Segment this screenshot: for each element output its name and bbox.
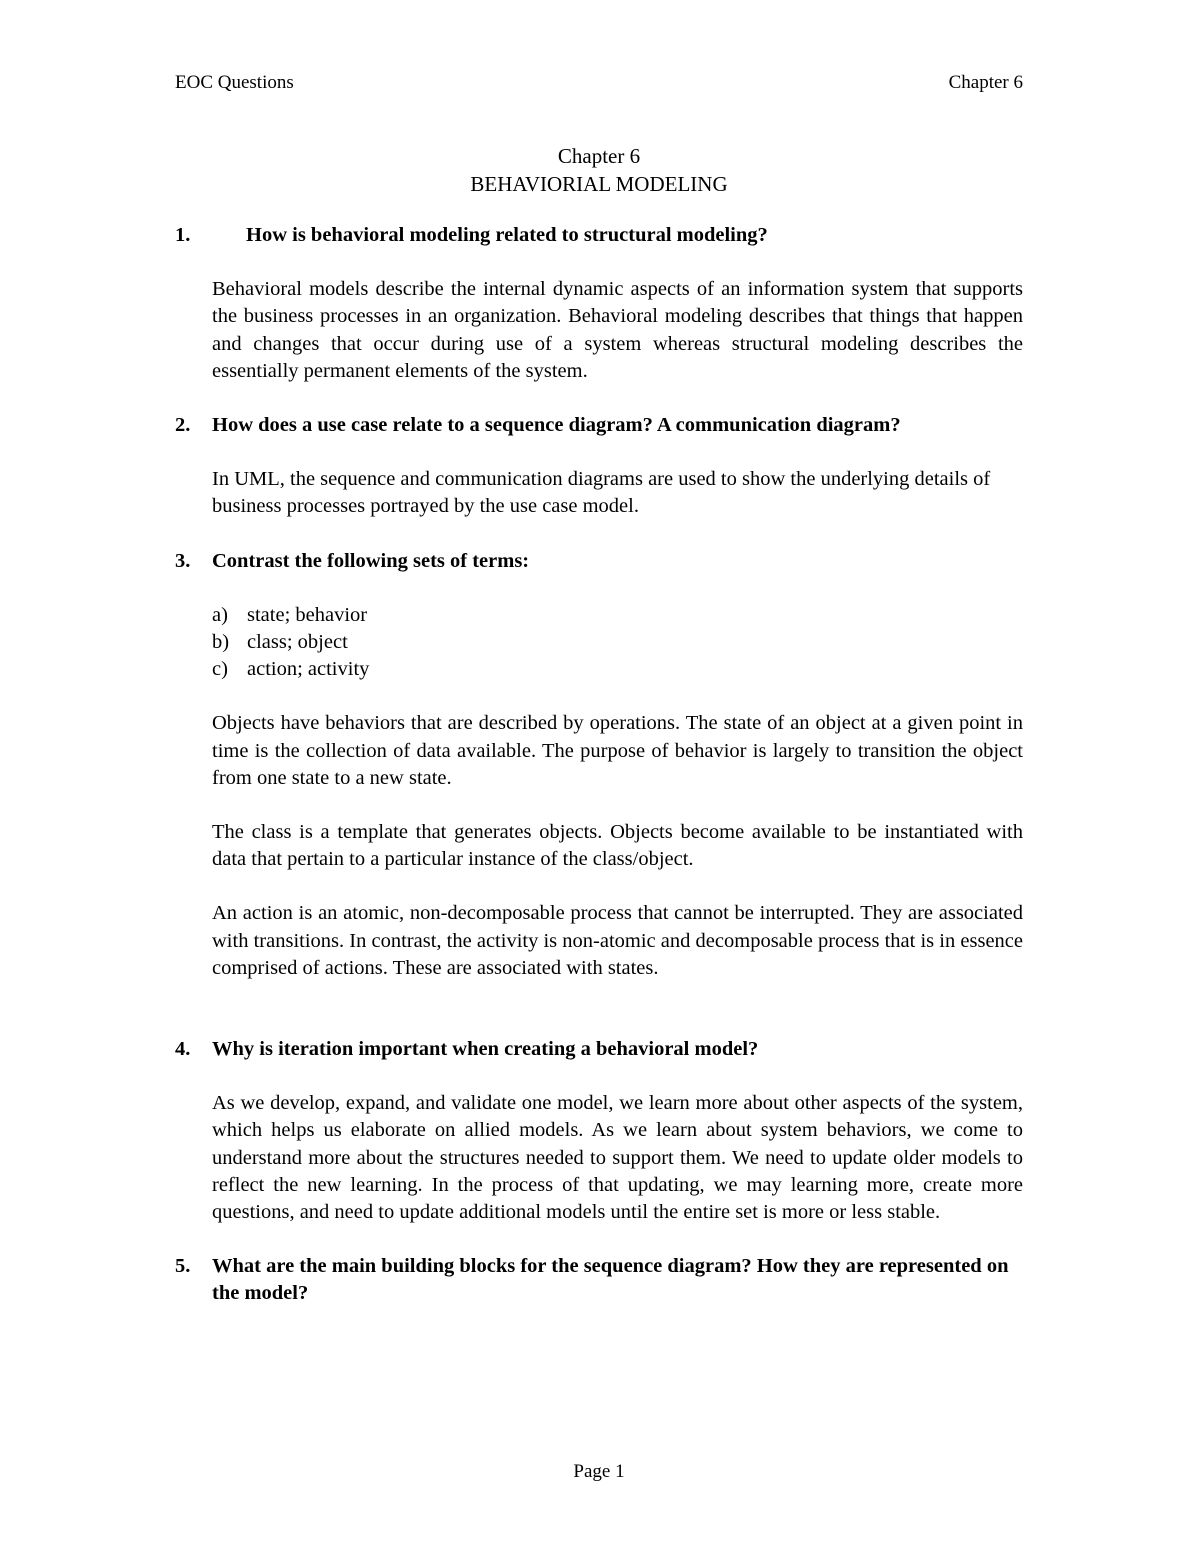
page-footer: [175, 1459, 1023, 1485]
page-number: Page 1: [573, 1461, 625, 1482]
question-3: [175, 548, 1023, 575]
list-item-text: state; behavior: [247, 603, 368, 626]
document-body: [175, 222, 1023, 1308]
answer-3a: Objects have behaviors that are described by operations. The state of an object at a given point in time is the collection of data available. The purpose of behavior is largely to transition the object from one state to a new state.: [212, 712, 1023, 789]
question-5: [175, 1253, 1023, 1307]
header-right-text: Chapter 6: [948, 72, 1023, 93]
running-header: [175, 70, 1023, 96]
list-item: [212, 656, 1023, 683]
question-number: 1.: [175, 224, 191, 246]
question-text: What are the main building blocks for the sequence diagram? How they are represented on the model?: [212, 1255, 1009, 1305]
question-number: 2.: [175, 414, 191, 437]
question-1: [175, 222, 1023, 249]
chapter-subtitle: BEHAVIORIAL MODELING: [470, 172, 728, 196]
answer-4: As we develop, expand, and validate one model, we learn more about other aspects of the system, which helps us elaborate on allied models. As we learn about system behaviors, we come to understand more about the structures needed to support them. We need to update older models to reflect the new learning. In the process of that updating, we may learning more, create more questions, and need to update additional models until the entire set is more or less stable.: [212, 1092, 1023, 1224]
list-item: [212, 629, 1023, 656]
list-item-text: action; activity: [247, 658, 370, 681]
question-text: Why is iteration important when creating a behavioral model?: [212, 1038, 759, 1061]
question-number: 5.: [175, 1255, 191, 1278]
answer-3b: The class is a template that generates objects. Objects become available to be instantiated with data that pertain to a particular instance of the class/object.: [212, 821, 1023, 871]
question-number: 4.: [175, 1038, 191, 1061]
answer-3c: An action is an atomic, non-decomposable process that cannot be interrupted. They are associated with transitions. In contrast, the activity is non-atomic and decomposable process that is in essence comprised of actions. These are associated with states.: [212, 902, 1023, 979]
question-text: How is behavioral modeling related to structural modeling?: [246, 224, 768, 246]
question-number: 3.: [175, 549, 191, 572]
chapter-title: Chapter 6: [557, 144, 641, 168]
header-left-text: EOC Questions: [175, 72, 294, 93]
question-4: [175, 1036, 1023, 1063]
question-text: Contrast the following sets of terms:: [212, 549, 530, 572]
answer-2: In UML, the sequence and communication diagrams are used to show the underlying details of business processes portrayed by the use case model.: [212, 468, 991, 518]
question-text: How does a use case relate to a sequence diagram? A communication diagram?: [212, 414, 901, 437]
list-item: [212, 602, 1023, 629]
list-marker: a): [212, 603, 228, 626]
list-item-text: class; object: [247, 631, 348, 654]
answer-1: Behavioral models describe the internal dynamic aspects of an information system that supports the business processes in an organization. Behavioral modeling describes that things that happen and changes that occur during use of a system whereas structural modeling describes the essentially permanent elements of the system.: [212, 278, 1023, 382]
question-2: [175, 412, 1023, 439]
term-list: [175, 602, 1023, 684]
list-marker: b): [212, 631, 230, 654]
title-block: [175, 142, 1023, 198]
list-marker: c): [212, 658, 228, 681]
